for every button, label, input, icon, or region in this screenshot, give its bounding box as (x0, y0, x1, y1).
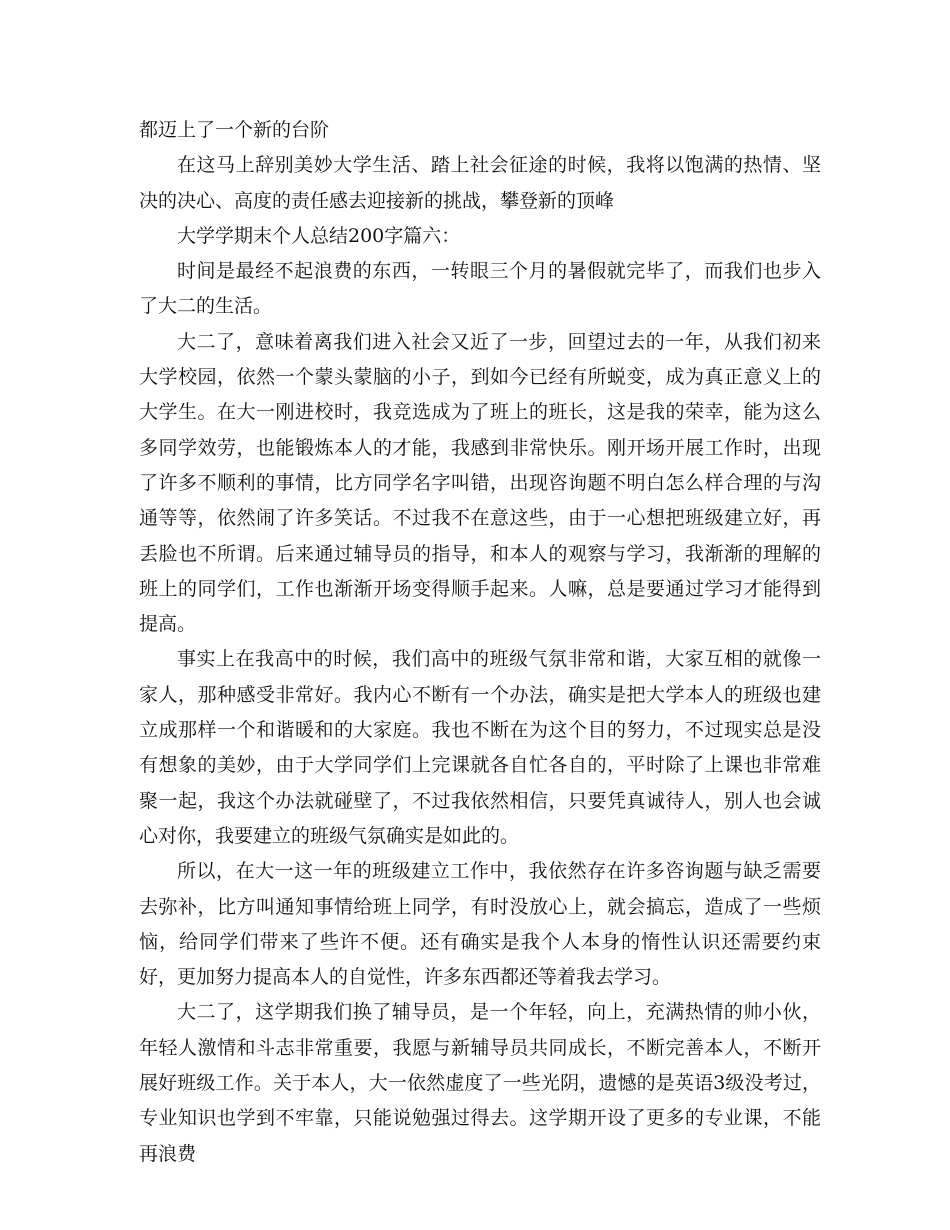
paragraph: 大二了，这学期我们换了辅导员，是一个年轻，向上，充满热情的帅小伙，年轻人激情和斗志非常重要，我愿与新辅导员共同成长，不断完善本人，不断开展好班级工作。关于本人，大一依然虚度了一些光阴，遗憾的是英语3级没考过，专业知识也学到不牢靠，只能说勉强过得去。这学期开设了更多的专业课，不能再浪费 (139, 1001, 821, 1165)
paragraph: 所以，在大一这一年的班级建立工作中，我依然存在许多咨询题与缺乏需要去弥补，比方叫通知事情给班上同学，有时没放心上，就会搞忘，造成了一些烦恼，给同学们带来了些许不便。还有确实是我个人本身的惰性认识还需要约束好，更加努力提高本人的自觉性，许多东西都还等着我去学习。 (139, 860, 821, 989)
paragraph: 时间是最经不起浪费的东西，一转眼三个月的暑假就完毕了，而我们也步入了大二的生活。 (139, 260, 821, 318)
paragraph-continuation: 都迈上了一个新的台阶 (139, 119, 330, 141)
section-heading: 大学学期末个人总结200字篇六： (177, 224, 461, 247)
document-body (139, 113, 821, 1172)
paragraph: 在这马上辞别美妙大学生活、踏上社会征途的时候，我将以饱满的热情、坚决的决心、高度的责任感去迎接新的挑战，攀登新的顶峰 (139, 154, 821, 212)
paragraph: 大二了，意味着离我们进入社会又近了一步，回望过去的一年，从我们初来大学校园，依然一个蒙头蒙脑的小子，到如今已经有所蜕变，成为真正意义上的大学生。在大一刚进校时，我竞选成为了班上的班长，这是我的荣幸，能为这么多同学效劳，也能锻炼本人的才能，我感到非常快乐。刚开场开展工作时，出现了许多不顺利的事情，比方同学名字叫错，出现咨询题不明白怎么样合理的与沟通等等，依然闹了许多笑话。不过我不在意这些，由于一心想把班级建立好，再丢脸也不所谓。后来通过辅导员的指导，和本人的观察与学习，我渐渐的理解的班上的同学们，工作也渐渐开场变得顺手起来。人嘛，总是要通过学习才能得到提高。 (139, 330, 821, 636)
paragraph: 事实上在我高中的时候，我们高中的班级气氛非常和谐，大家互相的就像一家人，那种感受非常好。我内心不断有一个办法，确实是把大学本人的班级也建立成那样一个和谐暖和的大家庭。我也不断在为这个目的努力，不过现实总是没有想象的美妙，由于大学同学们上完课就各自忙各自的，平时除了上课也非常难聚一起，我这个办法就碰壁了，不过我依然相信，只要凭真诚待人，别人也会诚心对你，我要建立的班级气氛确实是如此的。 (139, 648, 821, 847)
